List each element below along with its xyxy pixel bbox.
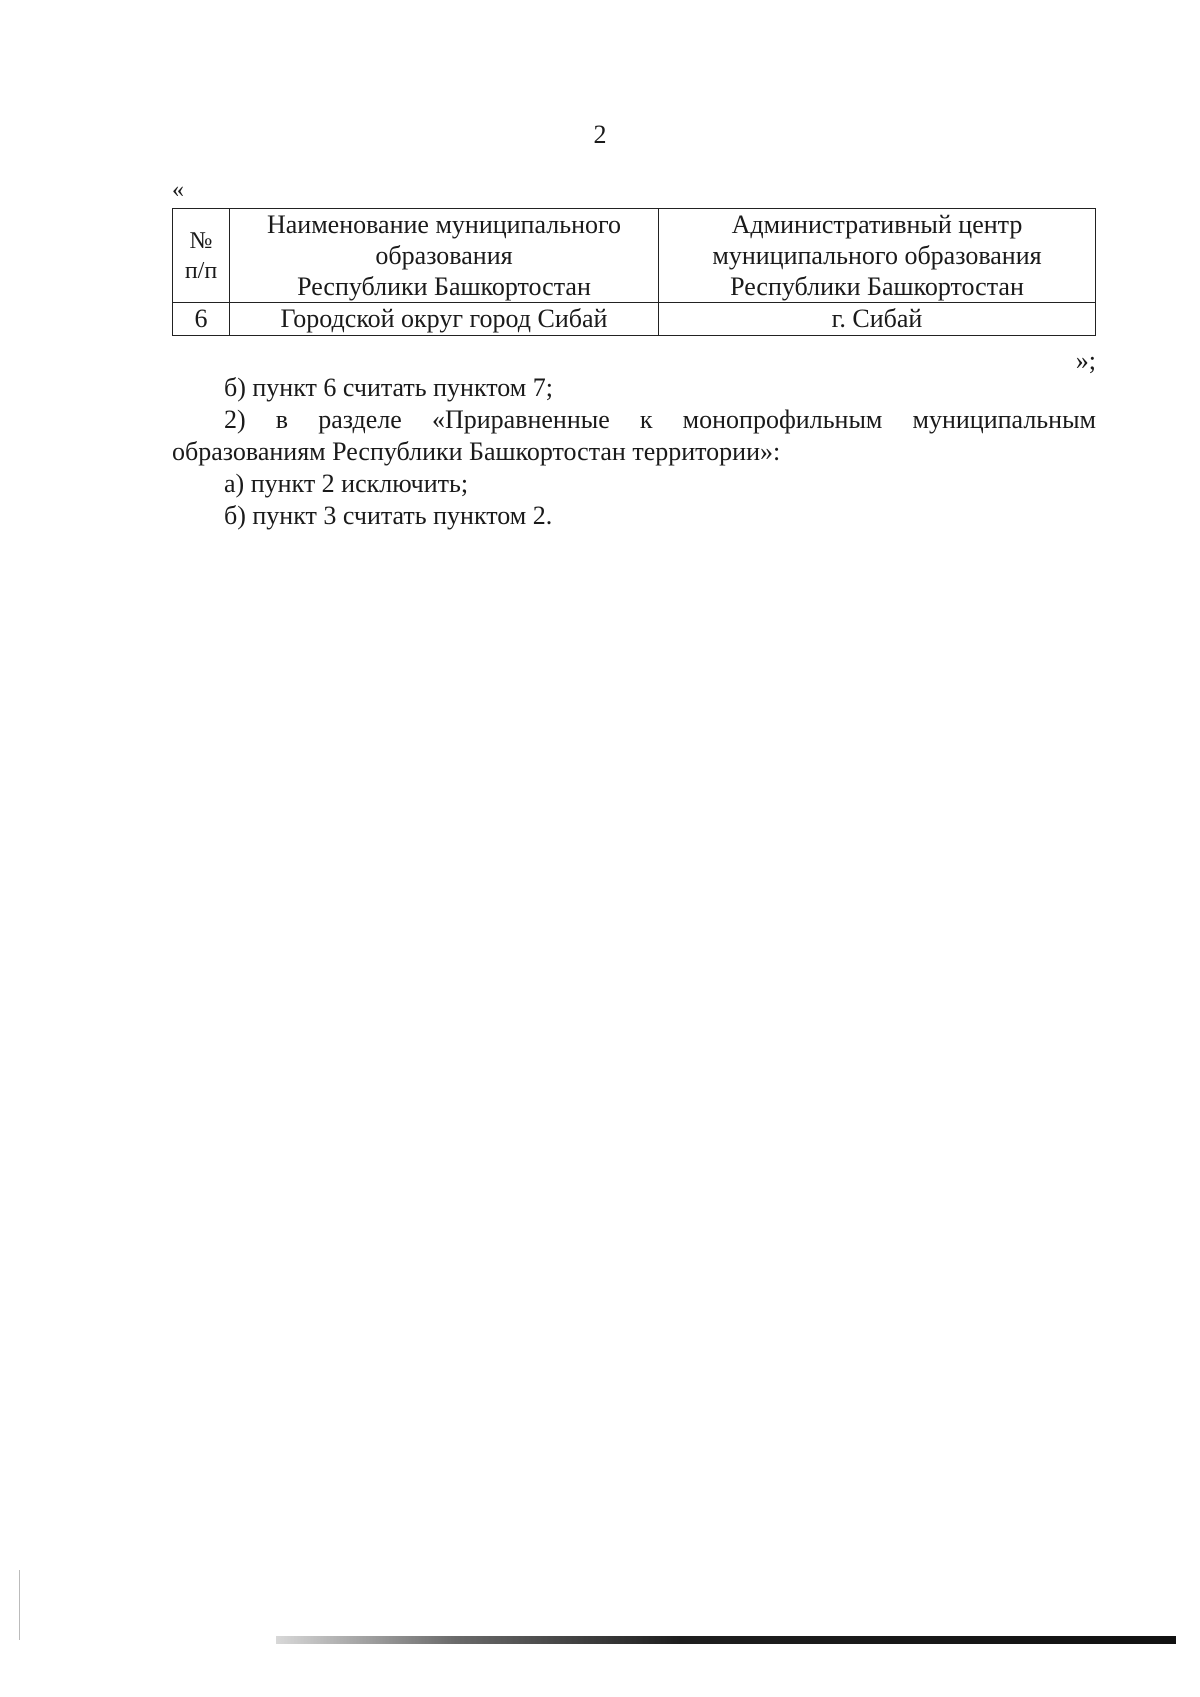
table-row [173,303,1096,336]
header-municipality-name [230,209,659,303]
body-text [172,372,1096,532]
header-number-line: п/п [184,257,218,284]
header-name-line: Республики Башкортостан [297,272,591,301]
header-name-line: образования [375,241,513,270]
row-number-cell: 6 [173,303,230,336]
municipal-table [172,208,1096,336]
scan-edge-mark [19,1570,20,1640]
table-open-quote: « [172,177,184,203]
paragraph: б) пункт 3 считать пунктом 2. [224,501,553,530]
header-administrative-center [659,209,1096,303]
header-number-line: № [189,227,213,254]
table-close-quote: »; [1075,346,1096,375]
header-name-line: Наименование муниципального [266,210,622,239]
header-center-line: муниципального образования [712,241,1042,270]
page-number: 2 [593,120,607,149]
paragraph: 2) в разделе «Приравненные к монопрофильным муниципальным образованиям Республики Башкортостан территории»: [172,405,1096,466]
paragraph: а) пункт 2 исключить; [224,469,469,498]
scan-bottom-rule [276,1636,1176,1644]
paragraph: б) пункт 6 считать пунктом 7; [224,373,553,402]
header-center-line: Республики Башкортостан [730,272,1024,301]
table-header-row [173,209,1096,303]
header-number [173,209,230,303]
row-name-cell: Городской округ город Сибай [230,303,659,336]
header-center-line: Административный центр [731,210,1023,239]
row-center-cell: г. Сибай [659,303,1096,336]
